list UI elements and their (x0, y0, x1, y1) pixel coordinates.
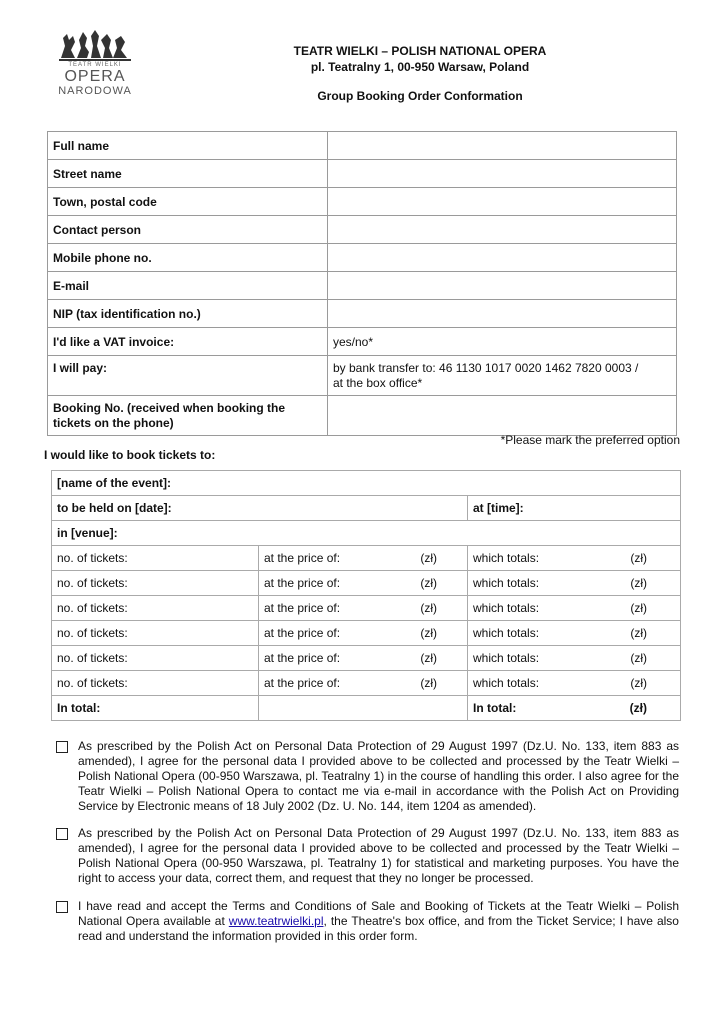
price-unit: (zł) (420, 651, 437, 665)
street-field[interactable] (328, 160, 677, 188)
price-unit: (zł) (420, 551, 437, 565)
booking-table (51, 470, 681, 721)
consent-terms (56, 899, 680, 944)
totals-unit: (zł) (630, 626, 647, 640)
booking-no-label: Booking No. (received when booking the tickets on the phone) (48, 396, 328, 436)
pay-field[interactable] (328, 356, 677, 396)
price-unit: (zł) (420, 576, 437, 590)
price-label: at the price of: (264, 676, 341, 690)
table-row (48, 272, 677, 300)
price-label: at the price of: (264, 651, 341, 665)
event-name-field[interactable]: [name of the event]: (52, 471, 681, 496)
full-name-field[interactable] (328, 132, 677, 160)
preferred-option-note: *Please mark the preferred option (500, 433, 680, 447)
price-cell[interactable] (259, 671, 468, 696)
website-link[interactable]: www.teatrwielki.pl (228, 914, 324, 928)
totals-label: which totals: (473, 576, 540, 590)
contact-table (47, 131, 677, 436)
totals-label: which totals: (473, 651, 540, 665)
vat-label: I'd like a VAT invoice: (48, 328, 328, 356)
consent-marketing-checkbox[interactable] (56, 828, 68, 840)
pay-option-box-office: at the box office* (333, 376, 423, 390)
price-label: at the price of: (264, 551, 341, 565)
totals-cell[interactable] (468, 546, 681, 571)
vat-field[interactable]: yes/no* (328, 328, 677, 356)
table-row (48, 396, 677, 436)
consent-marketing-text: As prescribed by the Polish Act on Personal Data Protection of 29 August 1997 (Dz.U. No. 133, item 883 as amended), I agree for the personal data I provided above to be collected and processed by the Teatr Wielki – Polish National Opera (00-950 Warszawa, pl. Teatralny 1) for statistical and marketing purposes. You have the right to access your data, correct them, and request that they no longer be processed. (78, 826, 679, 885)
price-unit: (zł) (420, 626, 437, 640)
opera-logo (55, 28, 135, 100)
full-name-label: Full name (48, 132, 328, 160)
totals-label: which totals: (473, 551, 540, 565)
table-row (52, 521, 681, 546)
total-left-label: In total: (52, 696, 259, 721)
nip-field[interactable] (328, 300, 677, 328)
totals-unit: (zł) (630, 576, 647, 590)
totals-unit: (zł) (630, 676, 647, 690)
table-row (48, 244, 677, 272)
table-row (48, 160, 677, 188)
consent-processing-text: As prescribed by the Polish Act on Personal Data Protection of 29 August 1997 (Dz.U. No. 133, item 883 as amended), I agree for the personal data I provided above to be collected and processed by the Teatr Wielki – Polish National Opera (00-950 Warszawa, pl. Teatralny 1) in the course of handling this order. I also agree for the Teatr Wielki – Polish National Opera to contact me via e-mail in accordance with the Polish Act on Providing Service by Electronic means of 18 July 2002 (Dz. U. No. 144, item 1204 as amended). (78, 739, 679, 813)
table-row (52, 671, 681, 696)
pay-label: I will pay: (48, 356, 328, 396)
table-row (52, 621, 681, 646)
street-label: Street name (48, 160, 328, 188)
nip-label: NIP (tax identification no.) (48, 300, 328, 328)
tickets-count-cell[interactable]: no. of tickets: (52, 621, 259, 646)
consent-processing-checkbox[interactable] (56, 741, 68, 753)
table-row (48, 132, 677, 160)
table-row (52, 596, 681, 621)
consent-terms-text-before: I have read and accept the Terms and Conditions of Sale and Booking of Tickets at the Teatr Wielki – Polish National Opera available at (78, 899, 679, 928)
price-unit: (zł) (420, 676, 437, 690)
table-row (52, 571, 681, 596)
table-row (48, 328, 677, 356)
tickets-count-cell[interactable]: no. of tickets: (52, 596, 259, 621)
email-label: E-mail (48, 272, 328, 300)
table-row (48, 300, 677, 328)
price-label: at the price of: (264, 626, 341, 640)
table-row (52, 496, 681, 521)
town-field[interactable] (328, 188, 677, 216)
totals-cell[interactable] (468, 646, 681, 671)
mobile-label: Mobile phone no. (48, 244, 328, 272)
consent-terms-text (78, 899, 679, 944)
logo-line-2: NARODOWA (58, 85, 132, 97)
consent-marketing (56, 826, 680, 886)
price-cell[interactable] (259, 646, 468, 671)
time-field[interactable]: at [time]: (468, 496, 681, 521)
total-right-label: In total: (473, 701, 517, 715)
totals-cell[interactable] (468, 671, 681, 696)
table-row (52, 546, 681, 571)
total-unit: (zł) (629, 701, 647, 715)
mobile-field[interactable] (328, 244, 677, 272)
total-blank-cell[interactable] (259, 696, 468, 721)
sculpture-icon (55, 28, 135, 62)
price-cell[interactable] (259, 546, 468, 571)
totals-label: which totals: (473, 626, 540, 640)
page-title: Group Booking Order Conformation (317, 89, 523, 103)
email-field[interactable] (328, 272, 677, 300)
table-row (48, 356, 677, 396)
logo-line-1: OPERA (64, 68, 126, 85)
tickets-count-cell[interactable]: no. of tickets: (52, 571, 259, 596)
price-cell[interactable] (259, 596, 468, 621)
table-row (52, 696, 681, 721)
tickets-count-cell[interactable]: no. of tickets: (52, 671, 259, 696)
town-label: Town, postal code (48, 188, 328, 216)
totals-unit: (zł) (630, 651, 647, 665)
table-row (52, 646, 681, 671)
consent-terms-text-after: , the Theatre's box office, and from the Ticket Service; I have also read and understand the information provided in this order form. (78, 914, 679, 943)
table-row (48, 216, 677, 244)
consent-terms-checkbox[interactable] (56, 901, 68, 913)
totals-cell[interactable] (468, 571, 681, 596)
price-unit: (zł) (420, 601, 437, 615)
price-label: at the price of: (264, 576, 341, 590)
header-line-1: TEATR WIELKI – POLISH NATIONAL OPERA (293, 44, 547, 58)
table-row (52, 471, 681, 496)
tickets-count-cell[interactable]: no. of tickets: (52, 646, 259, 671)
pay-option-bank: by bank transfer to: 46 1130 1017 0020 1462 7820 0003 / (333, 361, 639, 375)
consent-processing (56, 739, 680, 814)
price-cell[interactable] (259, 621, 468, 646)
section-title: I would like to book tickets to: (44, 448, 216, 462)
venue-field[interactable]: in [venue]: (52, 521, 681, 546)
booking-no-field[interactable] (328, 396, 677, 436)
totals-cell[interactable] (468, 621, 681, 646)
header-line-2: pl. Teatralny 1, 00-950 Warsaw, Poland (310, 60, 530, 74)
logo-small-text: TEATR WIELKI (68, 62, 122, 68)
contact-person-label: Contact person (48, 216, 328, 244)
price-cell[interactable] (259, 571, 468, 596)
price-label: at the price of: (264, 601, 341, 615)
table-row (48, 188, 677, 216)
totals-label: which totals: (473, 676, 540, 690)
contact-person-field[interactable] (328, 216, 677, 244)
totals-label: which totals: (473, 601, 540, 615)
total-right-cell[interactable] (468, 696, 681, 721)
tickets-count-cell[interactable]: no. of tickets: (52, 546, 259, 571)
totals-unit: (zł) (630, 601, 647, 615)
totals-cell[interactable] (468, 596, 681, 621)
totals-unit: (zł) (630, 551, 647, 565)
date-field[interactable]: to be held on [date]: (52, 496, 468, 521)
